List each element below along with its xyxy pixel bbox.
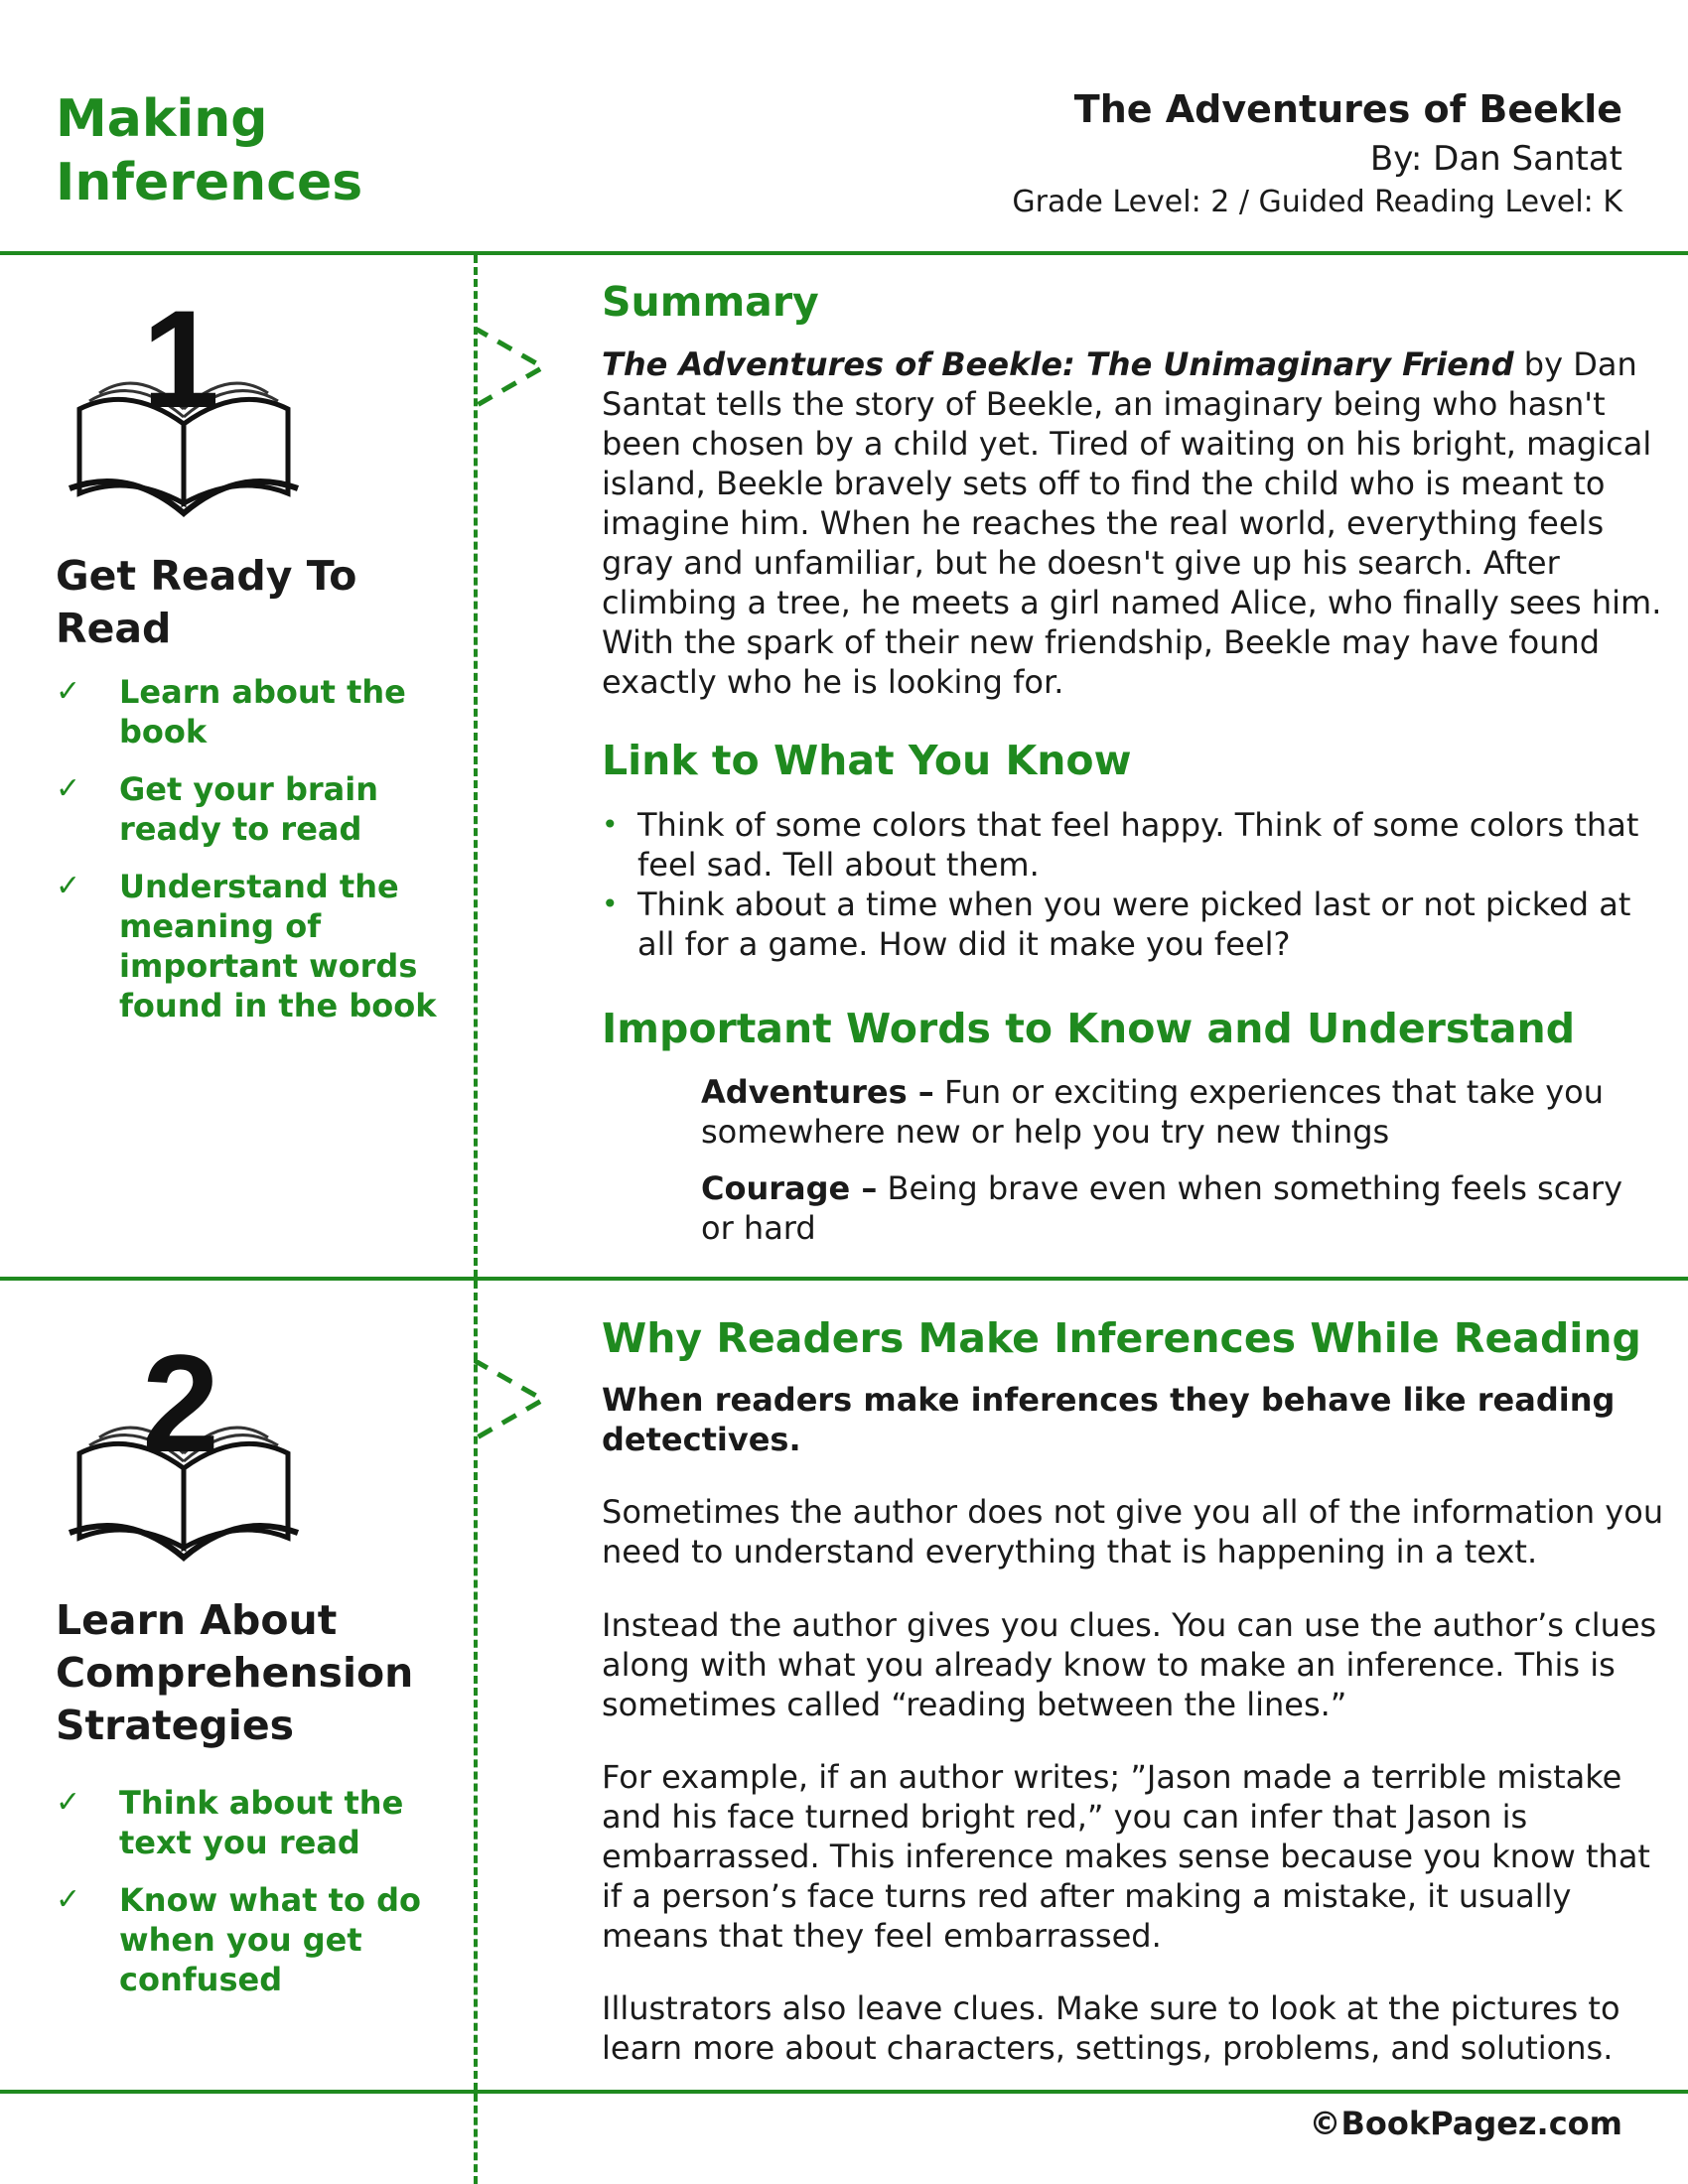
section-arrow-icon — [474, 328, 563, 447]
vocab-item: Courage – Being brave even when something feels scary or hard — [701, 1169, 1623, 1247]
header-divider — [0, 251, 1688, 255]
checklist-item: ✓ Think about the text you read — [56, 1784, 404, 1861]
open-book-icon — [60, 1334, 308, 1563]
step2-checklist — [56, 1783, 453, 2017]
checklist-item: ✓ Know what to do when you get confused — [56, 1881, 421, 1998]
section-divider — [0, 1277, 1688, 1281]
footer-divider — [0, 2090, 1688, 2094]
why-paragraph: Sometimes the author does not give you all of the information you need to understand everything that is happening in a text. — [602, 1493, 1664, 1570]
link-bullets — [602, 805, 1664, 964]
section-arrow-icon — [474, 1360, 563, 1479]
why-paragraph: Instead the author gives you clues. You can use the author’s clues along with what you already know to make an inference. This is sometimes called “reading between the lines.” — [602, 1606, 1657, 1723]
checklist-item: ✓ Understand the meaning of important words found in the book — [56, 868, 437, 1024]
bullet-icon: • — [602, 808, 619, 841]
why-lead: When readers make inferences they behave like reading detectives. — [602, 1381, 1616, 1458]
book-title: The Adventures of Beekle — [1073, 87, 1622, 131]
checkmark-icon: ✓ — [56, 1882, 81, 1917]
checkmark-icon: ✓ — [56, 771, 81, 806]
bullet-item: • Think about a time when you were picked last or not picked at all for a game. How did it make you feel? — [602, 886, 1631, 963]
step-number: 1 — [142, 290, 219, 437]
checklist-item: ✓ Get your brain ready to read — [56, 770, 378, 848]
summary-book-title: The Adventures of Beekle: The Unimaginary Friend — [602, 345, 1514, 383]
step-number: 2 — [142, 1334, 219, 1481]
step-heading: Learn About Comprehension Strategies — [56, 1596, 414, 1749]
words-heading: Important Words to Know and Understand — [602, 1005, 1576, 1052]
column-divider-footer — [474, 2094, 478, 2184]
reading-level: Grade Level: 2 / Guided Reading Level: K — [1012, 185, 1622, 219]
summary-text: The Adventures of Beekle: The Unimaginary Friend by Dan Santat tells the story of Beekle, an imaginary being who hasn't been chosen by a child yet. Tired of waiting on his bright, magical island, Beekle bravely sets off to find the child who is meant to imagine him. When he reaches the real world, everything feels gray and unfamiliar, but he doesn't give up his search. After climbing a tree, he meets a girl named Alice, who finally sees him. With the spark of their new friendship, Beekle may have found exactly who he is looking for. — [602, 345, 1662, 701]
summary-heading: Summary — [602, 278, 819, 326]
bullet-icon: • — [602, 887, 619, 920]
link-heading: Link to What You Know — [602, 737, 1132, 784]
why-paragraph: Illustrators also leave clues. Make sure to look at the pictures to learn more about characters, settings, problems, and solutions. — [602, 1989, 1620, 2067]
checklist-item: ✓ Learn about the book — [56, 673, 406, 751]
why-heading: Why Readers Make Inferences While Reading — [602, 1314, 1641, 1362]
bullet-item: • Think of some colors that feel happy. Think of some colors that feel sad. Tell about them. — [602, 806, 1639, 884]
checkmark-icon: ✓ — [56, 869, 81, 903]
page-title: Making Inferences — [56, 89, 363, 212]
copyright: ©BookPagez.com — [1309, 2105, 1622, 2142]
checkmark-icon: ✓ — [56, 674, 81, 709]
book-author: By: Dan Santat — [1369, 139, 1622, 179]
step1-checklist — [56, 672, 453, 1043]
step-heading: Get Ready To Read — [56, 552, 357, 652]
vocab-item: Adventures – Fun or exciting experiences that take you somewhere new or help you try new things — [701, 1073, 1604, 1151]
checkmark-icon: ✓ — [56, 1785, 81, 1820]
why-paragraph: For example, if an author writes; ”Jason made a terrible mistake and his face turned bright red,” you can infer that Jason is embarrassed. This inference makes sense because you know that if a person’s face turns red after making a mistake, it usually means that they feel embarrassed. — [602, 1758, 1650, 1955]
open-book-icon — [60, 290, 308, 518]
